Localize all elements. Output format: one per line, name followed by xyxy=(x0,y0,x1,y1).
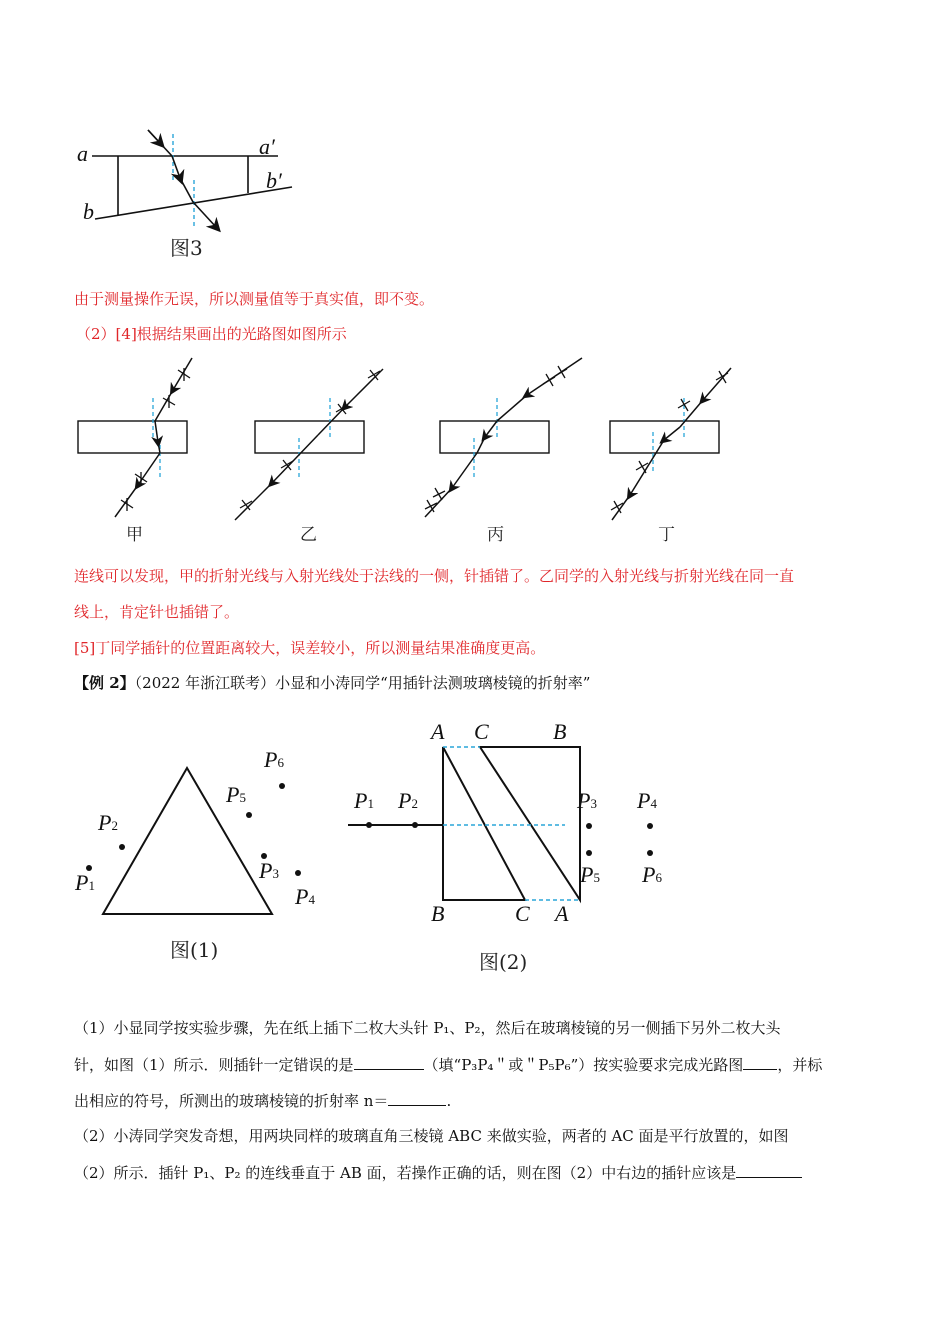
answer-line-1: 由于测量操作无误，所以测量值等于真实值，即不变。 xyxy=(74,290,435,308)
fig1-p1: P1 xyxy=(75,870,95,895)
question-1-line-3 xyxy=(74,1089,451,1112)
example-source: （2022 年浙江联考） xyxy=(134,674,276,692)
diagram-yi xyxy=(235,369,383,520)
diagram-bing xyxy=(425,358,582,517)
question-2-line-2 xyxy=(74,1161,802,1184)
diagram-label-yi: 乙 xyxy=(300,525,317,545)
question-1-line-2 xyxy=(74,1053,822,1076)
question-1-line-1: （1）小显同学按实验步骤，先在纸上插下二枚大头针 P₁、P₂，然后在玻璃棱镜的另一侧插下另外二枚大头 xyxy=(74,1019,781,1037)
diagram-ding xyxy=(610,368,731,520)
q2-l2-text: （2）所示．插针 P₁、P₂ 的连线垂直于 AB 面，若操作正确的话，则在图（2）中右边的插针应该是 xyxy=(74,1164,737,1182)
fig2-vertex-c-bottom: C xyxy=(515,901,530,926)
explanation-line-1: 连线可以发现，甲的折射光线与入射光线处于法线的一侧，针插错了。乙同学的入射光线与折射光线在同一直 xyxy=(74,567,795,585)
fig2-p5: P5 xyxy=(580,862,600,887)
diagram-label-ding: 丁 xyxy=(658,525,675,545)
fig1-p6: P6 xyxy=(264,747,284,772)
fig1-p5: P5 xyxy=(226,782,246,807)
label-b: b xyxy=(83,199,94,224)
figure-3-caption: 图3 xyxy=(170,236,203,260)
example-tag: 【例 2】 xyxy=(74,674,135,692)
q1-l2-part-a: 针，如图（1）所示．则插针一定错误的是 xyxy=(74,1056,354,1074)
question-2-line-1: （2）小涛同学突发奇想，用两块同样的玻璃直角三棱镜 ABC 来做实验，两者的 AC 面是平行放置的，如图 xyxy=(74,1127,789,1145)
diagram-label-bing: 丙 xyxy=(487,525,504,545)
fig1-p2: P2 xyxy=(98,810,118,835)
example-title: 小显和小涛同学“用插针法测玻璃棱镜的折射率” xyxy=(275,674,591,692)
q1-l2-part-b: （填“P₃P₄＂或＂P₅P₆”）按实验要求完成光路图 xyxy=(423,1056,744,1074)
fig2-p6: P6 xyxy=(642,862,662,887)
label-a-prime: a′ xyxy=(259,134,275,159)
explanation-line-2: 线上，肯定针也插错了。 xyxy=(74,603,240,621)
answer-blank-wrong-pins[interactable] xyxy=(354,1053,424,1070)
answer-line-2: （2）[4]根据结果画出的光路图如图所示 xyxy=(76,325,347,343)
example-2-header xyxy=(74,672,590,694)
answer-blank-light-path[interactable] xyxy=(743,1053,777,1070)
explanation-line-3: [5]丁同学插针的位置距离较大，误差较小，所以测量结果准确度更高。 xyxy=(74,639,546,657)
answer-blank-right-pins[interactable] xyxy=(736,1161,802,1178)
label-b-prime: b′ xyxy=(266,168,282,193)
fig2-vertex-c-top: C xyxy=(474,719,489,744)
fig2-p1: P1 xyxy=(354,788,374,813)
fig2-vertex-b-top: B xyxy=(553,719,567,744)
q1-l3-part-b: . xyxy=(446,1092,452,1110)
diagram-jia xyxy=(78,358,192,517)
q1-l2-part-c: ，并标 xyxy=(777,1056,823,1074)
fig2-p2: P2 xyxy=(398,788,418,813)
fig1-p3: P3 xyxy=(259,858,279,883)
q1-l3-part-a: 出相应的符号，所测出的玻璃棱镜的折射率 n＝ xyxy=(74,1092,389,1110)
figure-2-caption: 图(2) xyxy=(479,950,528,974)
label-a: a xyxy=(77,141,88,166)
fig1-p4: P4 xyxy=(295,884,315,909)
fig2-p4: P4 xyxy=(637,788,657,813)
fig2-vertex-a-top: A xyxy=(431,719,445,744)
answer-blank-refractive-index[interactable] xyxy=(388,1089,446,1106)
figure-3-drawing xyxy=(0,0,950,260)
diagram-label-jia: 甲 xyxy=(126,525,143,545)
fig2-vertex-b-bottom: B xyxy=(431,901,445,926)
figure-1-caption: 图(1) xyxy=(170,938,219,962)
fig2-p3: P3 xyxy=(577,788,597,813)
fig2-vertex-a-bottom: A xyxy=(555,901,569,926)
